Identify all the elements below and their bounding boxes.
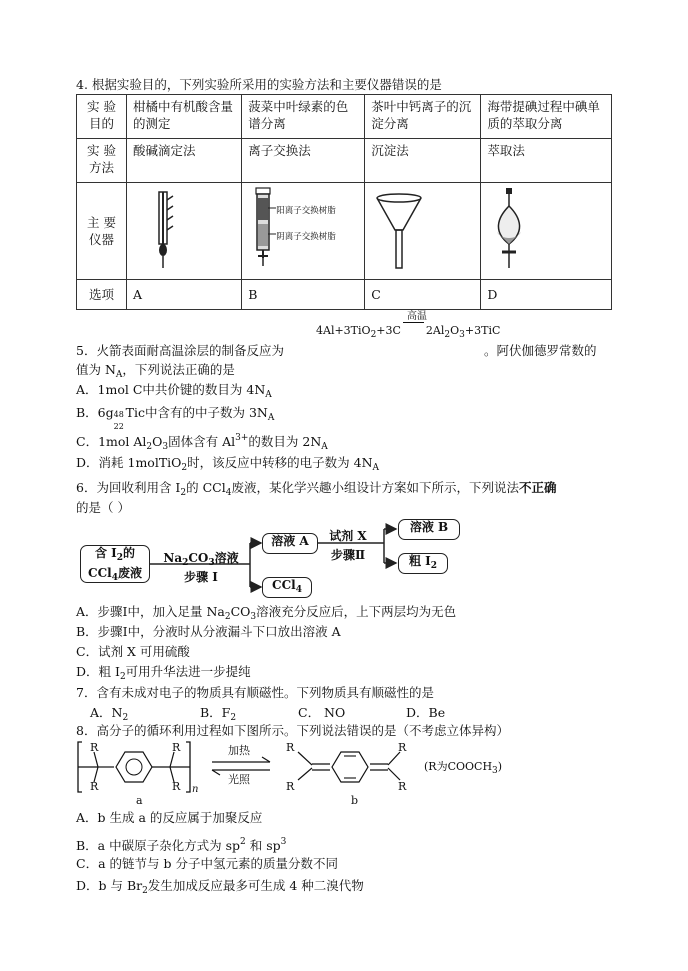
q8-option-d: D．b 与 $Br_2$发生加成反应最多可生成 4 种二溴代物 bbox=[76, 878, 364, 896]
q5-condition: 高温 bbox=[406, 311, 427, 322]
q8-option-a: A．b 生成 a 的反应属于加聚反应 bbox=[76, 810, 263, 825]
q8-repeat-n: n bbox=[192, 784, 199, 795]
q5-option-c: C．1mol $Al_2O_3$固体含有 $Al^{3+}$的数目为 $2N_A$ bbox=[76, 433, 328, 452]
q4-purpose-c: 茶叶中钙离子的沉淀分离 bbox=[365, 95, 481, 139]
q7-stem: 7．含有未成对电子的物质具有顺磁性。下列物质具有顺磁性的是 bbox=[76, 685, 434, 700]
q5-option-a: A．1mol C中共价键的数目为 $4N_A$ bbox=[76, 382, 272, 400]
q5-option-b: B．6g 48 22 Tic中含有的中子数为 $3N_A$ bbox=[76, 405, 275, 431]
q8-note: (R为$COOCH_3$) bbox=[424, 760, 503, 776]
flow-solution-b-box: 溶液 B bbox=[398, 519, 460, 540]
q4-method-d: 萃取法 bbox=[481, 139, 612, 183]
q4-purpose-b: 菠菜中叶绿素的色谱分离 bbox=[242, 95, 365, 139]
q5-stem-line2: 值为 $N_A$，下列说法正确的是 bbox=[76, 362, 235, 380]
q8-b-r4: R bbox=[398, 780, 407, 793]
q8-label-b: b bbox=[351, 794, 359, 807]
q6-option-c: C．试剂 X 可用硫酸 bbox=[76, 644, 190, 659]
q7-option-c: C． NO bbox=[298, 705, 346, 720]
q4-header-instrument: 主 要仪器 bbox=[77, 183, 127, 280]
q4-option-b: B bbox=[242, 280, 365, 310]
flow-crude-iodine-box: 粗 $I_2$ bbox=[398, 553, 448, 574]
q4-header-method: 实 验方法 bbox=[77, 139, 127, 183]
q4-method-b: 离子交换法 bbox=[242, 139, 365, 183]
q5-option-d: D．消耗 1molTiO$_2$时，该反应中转移的电子数为 $4N_A$ bbox=[76, 455, 380, 473]
q8-a-r3: R bbox=[172, 741, 181, 754]
q8-option-c: C．a 的链节与 b 分子中氢元素的质量分数不同 bbox=[76, 856, 338, 871]
q8-option-b: B．a 中碳原子杂化方式为 $sp^2$ 和 $sp^3$ bbox=[76, 837, 287, 853]
flow-solution-a-box: 溶液 A bbox=[262, 533, 318, 554]
flow-reagent-x-label: 试剂 X bbox=[329, 529, 367, 543]
q8-b-r3: R bbox=[398, 741, 407, 754]
q8-b-r1: R bbox=[286, 741, 295, 754]
q7-option-b: B．$F_2$ bbox=[200, 705, 237, 723]
q6-option-d: D．粗 $I_2$可用升华法进一步提纯 bbox=[76, 664, 251, 682]
q8-light-label: 光照 bbox=[228, 773, 250, 786]
q6-option-a: A．步骤Ⅰ中，加入足量 $Na_2CO_3$溶液充分反应后，上下两层均为无色 bbox=[76, 604, 457, 622]
q6-stem: 6．为回收利用含 $I_2$的 CCl$_4$废液，某化学兴趣小组设计方案如下所示，下列说法不正确 bbox=[76, 480, 557, 498]
q4-option-a: A bbox=[127, 280, 242, 310]
q8-label-a: a bbox=[136, 794, 143, 807]
q5-stem-end: 。阿伏伽德罗常数的 bbox=[484, 343, 597, 358]
q4-purpose-d: 海带提碘过程中碘单质的萃取分离 bbox=[481, 95, 612, 139]
q7-option-d: D．Be bbox=[406, 705, 446, 720]
q8-b-r2: R bbox=[286, 780, 295, 793]
q8-a-r4: R bbox=[172, 780, 181, 793]
resin-label-anion: 阴离子交换树脂 bbox=[276, 232, 336, 242]
q4-method-c: 沉淀法 bbox=[365, 139, 481, 183]
flow-reagent-label: $Na_2CO_3$溶液 bbox=[163, 551, 239, 568]
q5-equation: 4Al+3TiO$_2$+3C 高温 $2Al_2O_3+3TiC$ bbox=[316, 311, 501, 340]
resin-label-cation: 阳离子交换树脂 bbox=[276, 206, 336, 216]
q8-a-r2: R bbox=[90, 780, 99, 793]
q8-heat-label: 加热 bbox=[228, 744, 250, 757]
flow-step2-label: 步骤Ⅱ bbox=[330, 548, 366, 562]
flow-step1-label: 步骤 Ⅰ bbox=[184, 570, 218, 584]
q6-option-b: B．步骤Ⅰ中，分液时从分液漏斗下口放出溶液 A bbox=[76, 624, 341, 639]
flow-start-box: 含 $I_2$的 CCl$_4$废液 bbox=[80, 545, 150, 583]
q4-option-d: D bbox=[481, 280, 612, 310]
q5-stem: 5．火箭表面耐高温涂层的制备反应为 bbox=[76, 343, 284, 358]
q8-a-r1: R bbox=[90, 741, 99, 754]
q4-header-option: 选项 bbox=[77, 280, 127, 310]
q4-purpose-a: 柑橘中有机酸含量的测定 bbox=[127, 95, 242, 139]
q4-header-purpose: 实 验目的 bbox=[77, 95, 127, 139]
flow-ccl4-box: CCl$_4$ bbox=[262, 577, 312, 598]
q6-stem-line2: 的是（ ） bbox=[76, 500, 130, 515]
q4-stem: 4. 根据实验目的，下列实验所采用的实验方法和主要仪器错误的是 bbox=[76, 77, 442, 92]
q4-option-c: C bbox=[365, 280, 481, 310]
q7-option-a: A．$N_2$ bbox=[90, 705, 129, 723]
q8-stem: 8．高分子的循环利用过程如下图所示。下列说法错误的是（不考虑立体异构） bbox=[76, 723, 509, 738]
q4-method-a: 酸碱滴定法 bbox=[127, 139, 242, 183]
